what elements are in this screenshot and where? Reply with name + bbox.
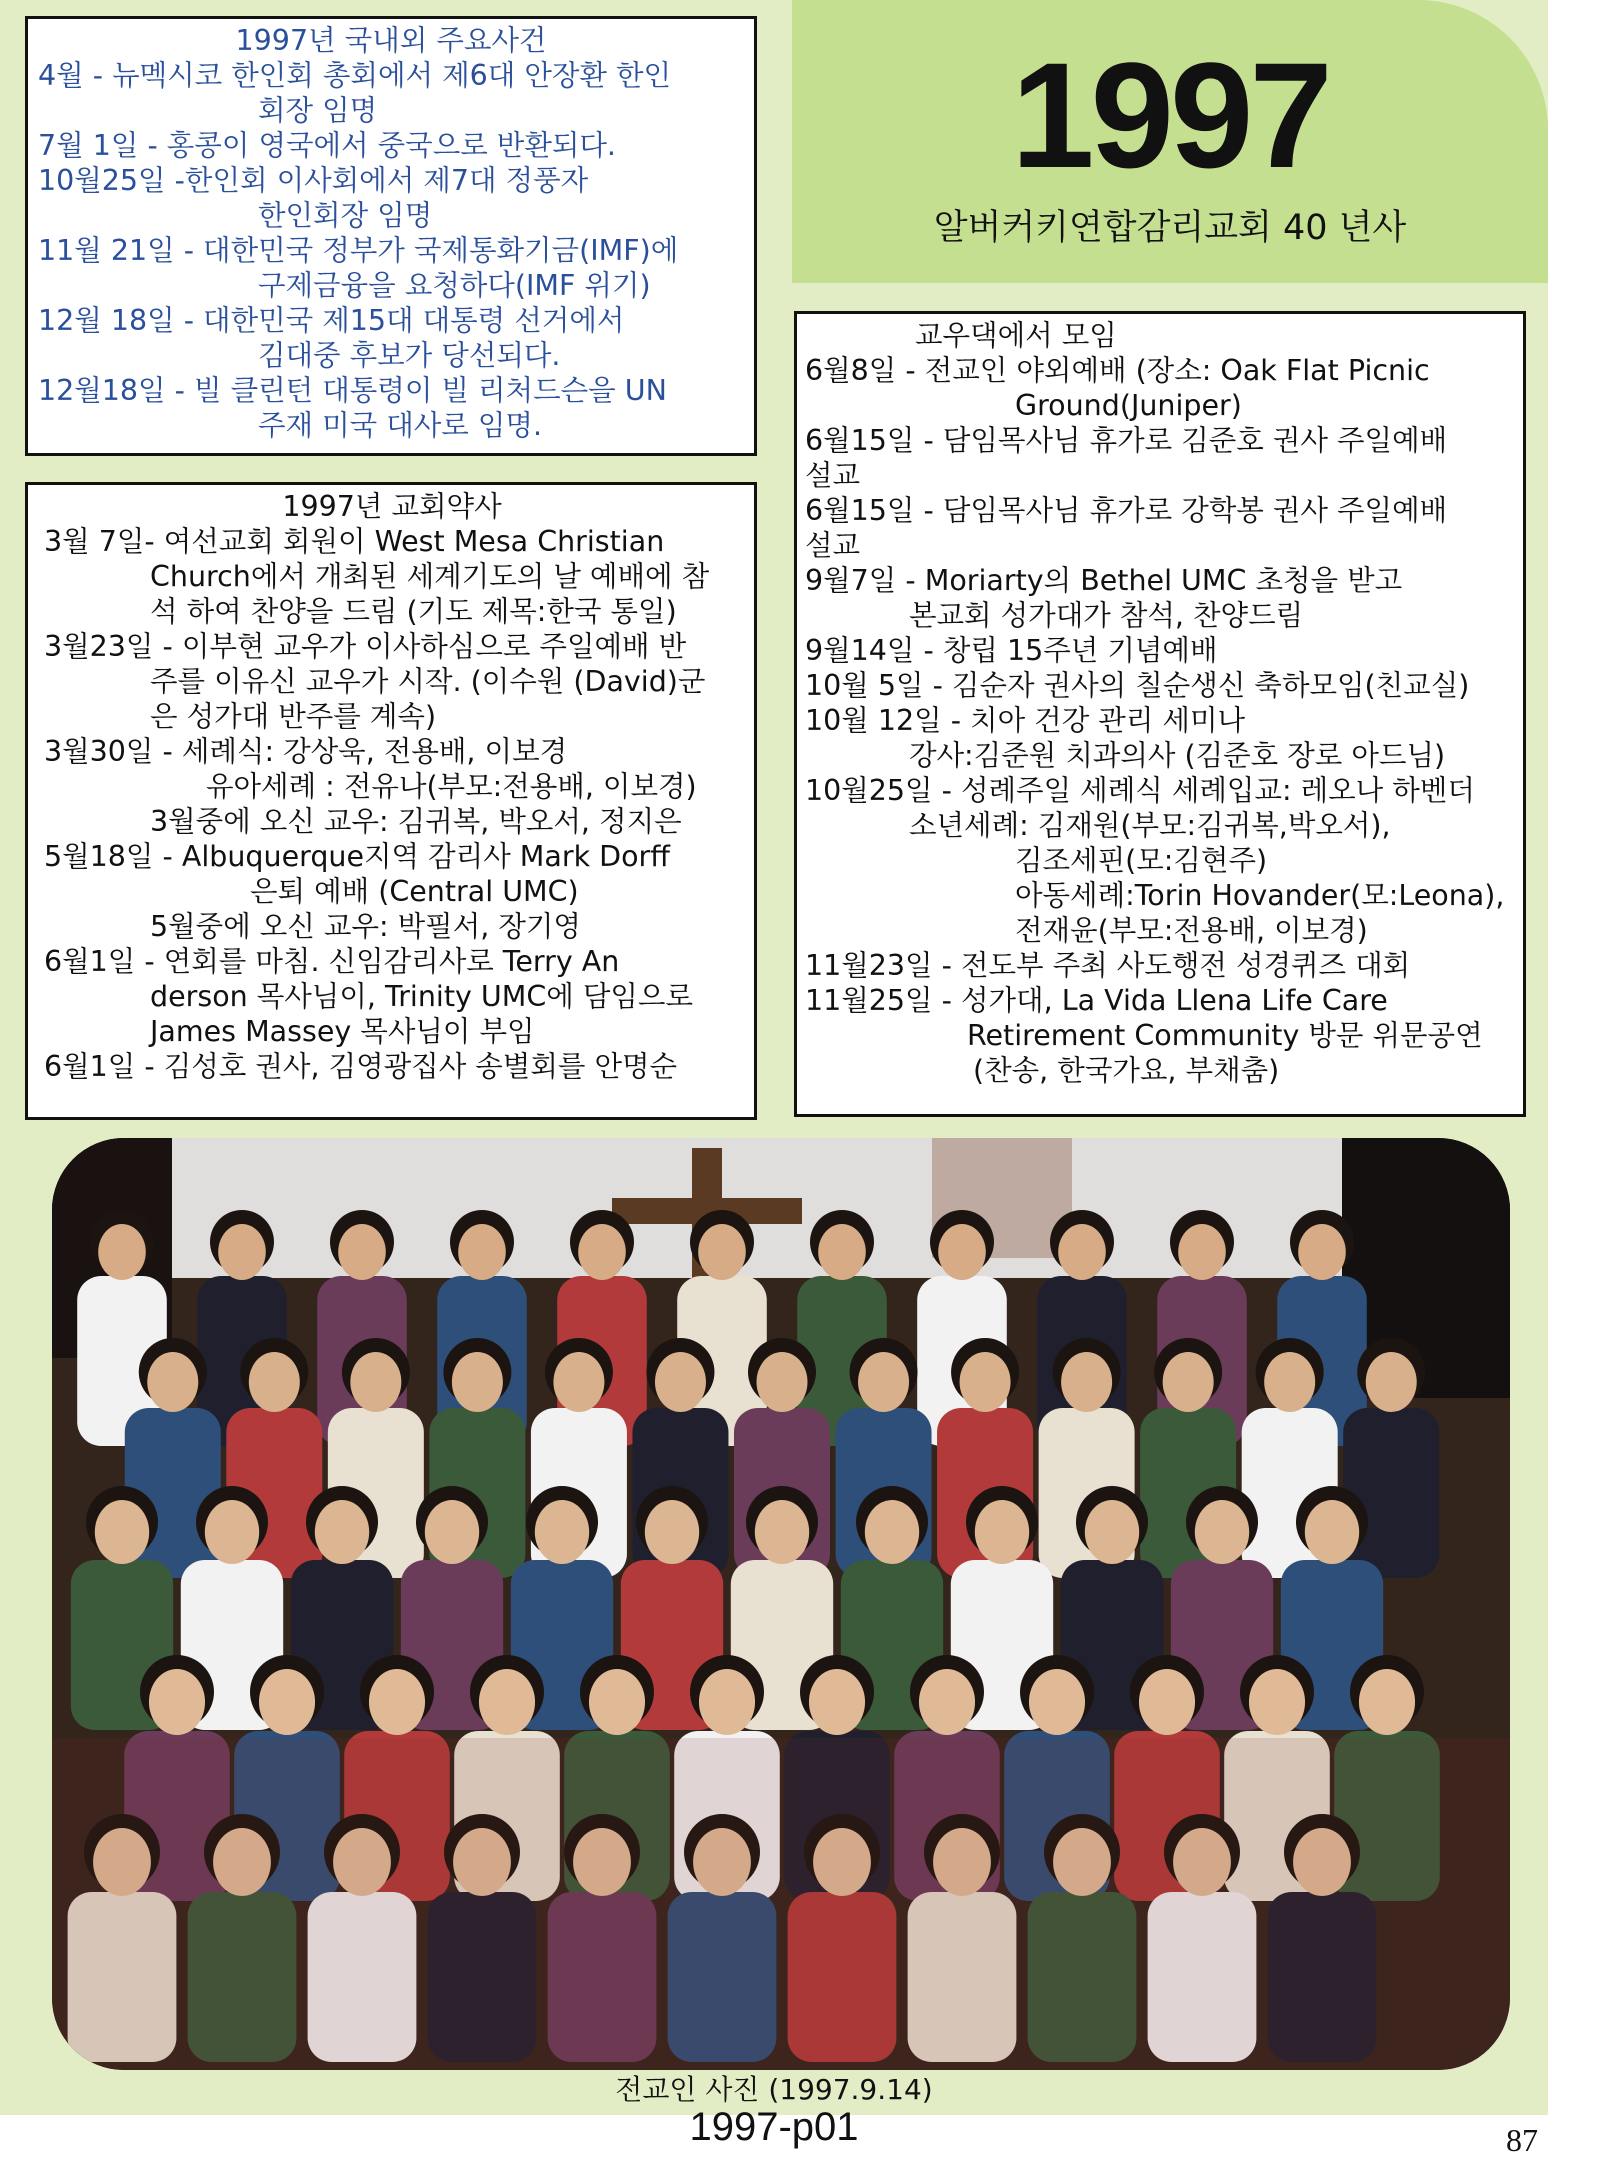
world-event-line: 11월 21일 - 대한민국 정부가 국제통화기금(IMF)에: [38, 234, 679, 267]
church-event-line: 5월18일 - Albuquerque지역 감리사 Mark Dorff: [44, 840, 670, 873]
church-event-line: 은퇴 예배 (Central UMC): [250, 875, 579, 908]
more-event-line: 교우댁에서 모임: [915, 319, 1117, 352]
world-event-line: 한인회장 임명: [258, 199, 433, 232]
church-events-list: [44, 524, 740, 1084]
more-event-line: Retirement Community 방문 위문공연: [967, 1019, 1483, 1052]
more-event-line: 10월 12일 - 치아 건강 관리 세미나: [805, 704, 1246, 737]
more-event-line: 6월15일 - 담임목사님 휴가로 강학봉 권사 주일예배: [805, 494, 1448, 527]
church-events-title: 1997년 교회약사: [282, 490, 502, 523]
church-event-line: 3월30일 - 세례식: 강상욱, 전용배, 이보경: [44, 735, 568, 768]
world-event-line: 12월 18일 - 대한민국 제15대 대통령 선거에서: [38, 304, 625, 337]
church-event-line: 6월1일 - 김성호 권사, 김영광집사 송별회를 안명순: [44, 1050, 678, 1083]
world-event-line: 7월 1일 - 홍콩이 영국에서 중국으로 반환되다.: [38, 129, 616, 162]
more-event-line: 11월25일 - 성가대, La Vida Llena Life Care: [805, 984, 1388, 1017]
page-code: 1997-p01: [689, 2105, 859, 2149]
church-event-line: Church에서 개최된 세계기도의 날 예배에 참: [150, 560, 710, 593]
church-event-line: 은 성가대 반주를 계속): [150, 700, 437, 733]
photo-caption: 전교인 사진 (1997.9.14): [615, 2073, 933, 2106]
church-event-line: 3월중에 오신 교우: 김귀복, 박오서, 정지은: [150, 805, 682, 838]
church-event-line: 3월23일 - 이부현 교우가 이사하심으로 주일예배 반: [44, 630, 687, 663]
church-event-line: James Massey 목사님이 부임: [150, 1015, 535, 1048]
church-history-subtitle: 알버커키연합감리교회 40 년사: [933, 208, 1407, 248]
world-event-line: 10월25일 -한인회 이사회에서 제7대 정풍자: [38, 164, 589, 197]
more-event-line: 설교: [805, 529, 861, 562]
world-event-line: 회장 임명: [258, 94, 378, 127]
more-event-line: 11월23일 - 전도부 주최 사도행전 성경퀴즈 대회: [805, 949, 1411, 982]
more-event-line: 본교회 성가대가 참석, 찬양드림: [909, 599, 1304, 632]
more-event-line: 김조세핀(모:김현주): [1015, 844, 1268, 877]
church-event-line: derson 목사님이, Trinity UMC에 담임으로: [150, 980, 693, 1013]
world-events-box: [25, 16, 757, 456]
church-event-line: 3월 7일- 여선교회 회원이 West Mesa Christian: [44, 525, 665, 558]
more-event-line: 6월15일 - 담임목사님 휴가로 김준호 권사 주일예배: [805, 424, 1448, 457]
more-event-line: 10월 5일 - 김순자 권사의 칠순생신 축하모임(친교실): [805, 669, 1470, 702]
year-title: 1997: [1011, 31, 1329, 199]
church-event-line: 석 하여 찬양을 드림 (기도 제목:한국 통일): [150, 595, 677, 628]
church-events-box: [25, 482, 757, 1120]
world-event-line: 구제금융을 요청하다(IMF 위기): [258, 269, 651, 302]
more-event-line: 9월14일 - 창립 15주년 기념예배: [805, 634, 1218, 667]
more-event-line: 전재윤(부모:전용배, 이보경): [1015, 914, 1368, 947]
more-event-line: 소년세례: 김재원(부모:김귀복,박오서),: [909, 809, 1391, 842]
page-number: 87: [1506, 2122, 1538, 2158]
world-event-line: 4월 - 뉴멕시코 한인회 총회에서 제6대 안장환 한인: [38, 59, 672, 92]
world-event-line: 주재 미국 대사로 임명.: [258, 409, 543, 442]
group-photo: [52, 1138, 1510, 2070]
world-event-line: 김대중 후보가 당선되다.: [258, 339, 561, 372]
more-event-line: 9월7일 - Moriarty의 Bethel UMC 초청을 받고: [805, 564, 1403, 597]
more-event-line: Ground(Juniper): [1015, 389, 1242, 422]
church-event-line: 5월중에 오신 교우: 박필서, 장기영: [150, 910, 581, 943]
more-event-line: 설교: [805, 459, 861, 492]
church-event-line: 6월1일 - 연회를 마침. 신임감리사로 Terry An: [44, 945, 620, 978]
church-event-line: 주를 이유신 교우가 시작. (이수원 (David)군: [150, 665, 706, 698]
world-events-list: [38, 58, 744, 443]
more-event-line: 6월8일 - 전교인 야외예배 (장소: Oak Flat Picnic: [805, 354, 1430, 387]
world-event-line: 12월18일 - 빌 클린턴 대통령이 빌 리처드슨을 UN: [38, 374, 667, 407]
more-event-line: 아동세례:Torin Hovander(모:Leona),: [1015, 879, 1505, 912]
more-event-line: 10월25일 - 성례주일 세례식 세례입교: 레오나 하벤더: [805, 774, 1475, 807]
more-events-box: [794, 311, 1526, 1117]
more-event-line: 강사:김준원 치과의사 (김준호 장로 아드님): [909, 739, 1446, 772]
world-events-title: 1997년 국내외 주요사건: [235, 24, 547, 57]
group-photo-image: [52, 1138, 1510, 2070]
more-events-list: [805, 318, 1513, 1088]
more-event-line: (찬송, 한국가요, 부채춤): [973, 1054, 1280, 1087]
church-event-line: 유아세례 : 전유나(부모:전용배, 이보경): [206, 770, 697, 803]
